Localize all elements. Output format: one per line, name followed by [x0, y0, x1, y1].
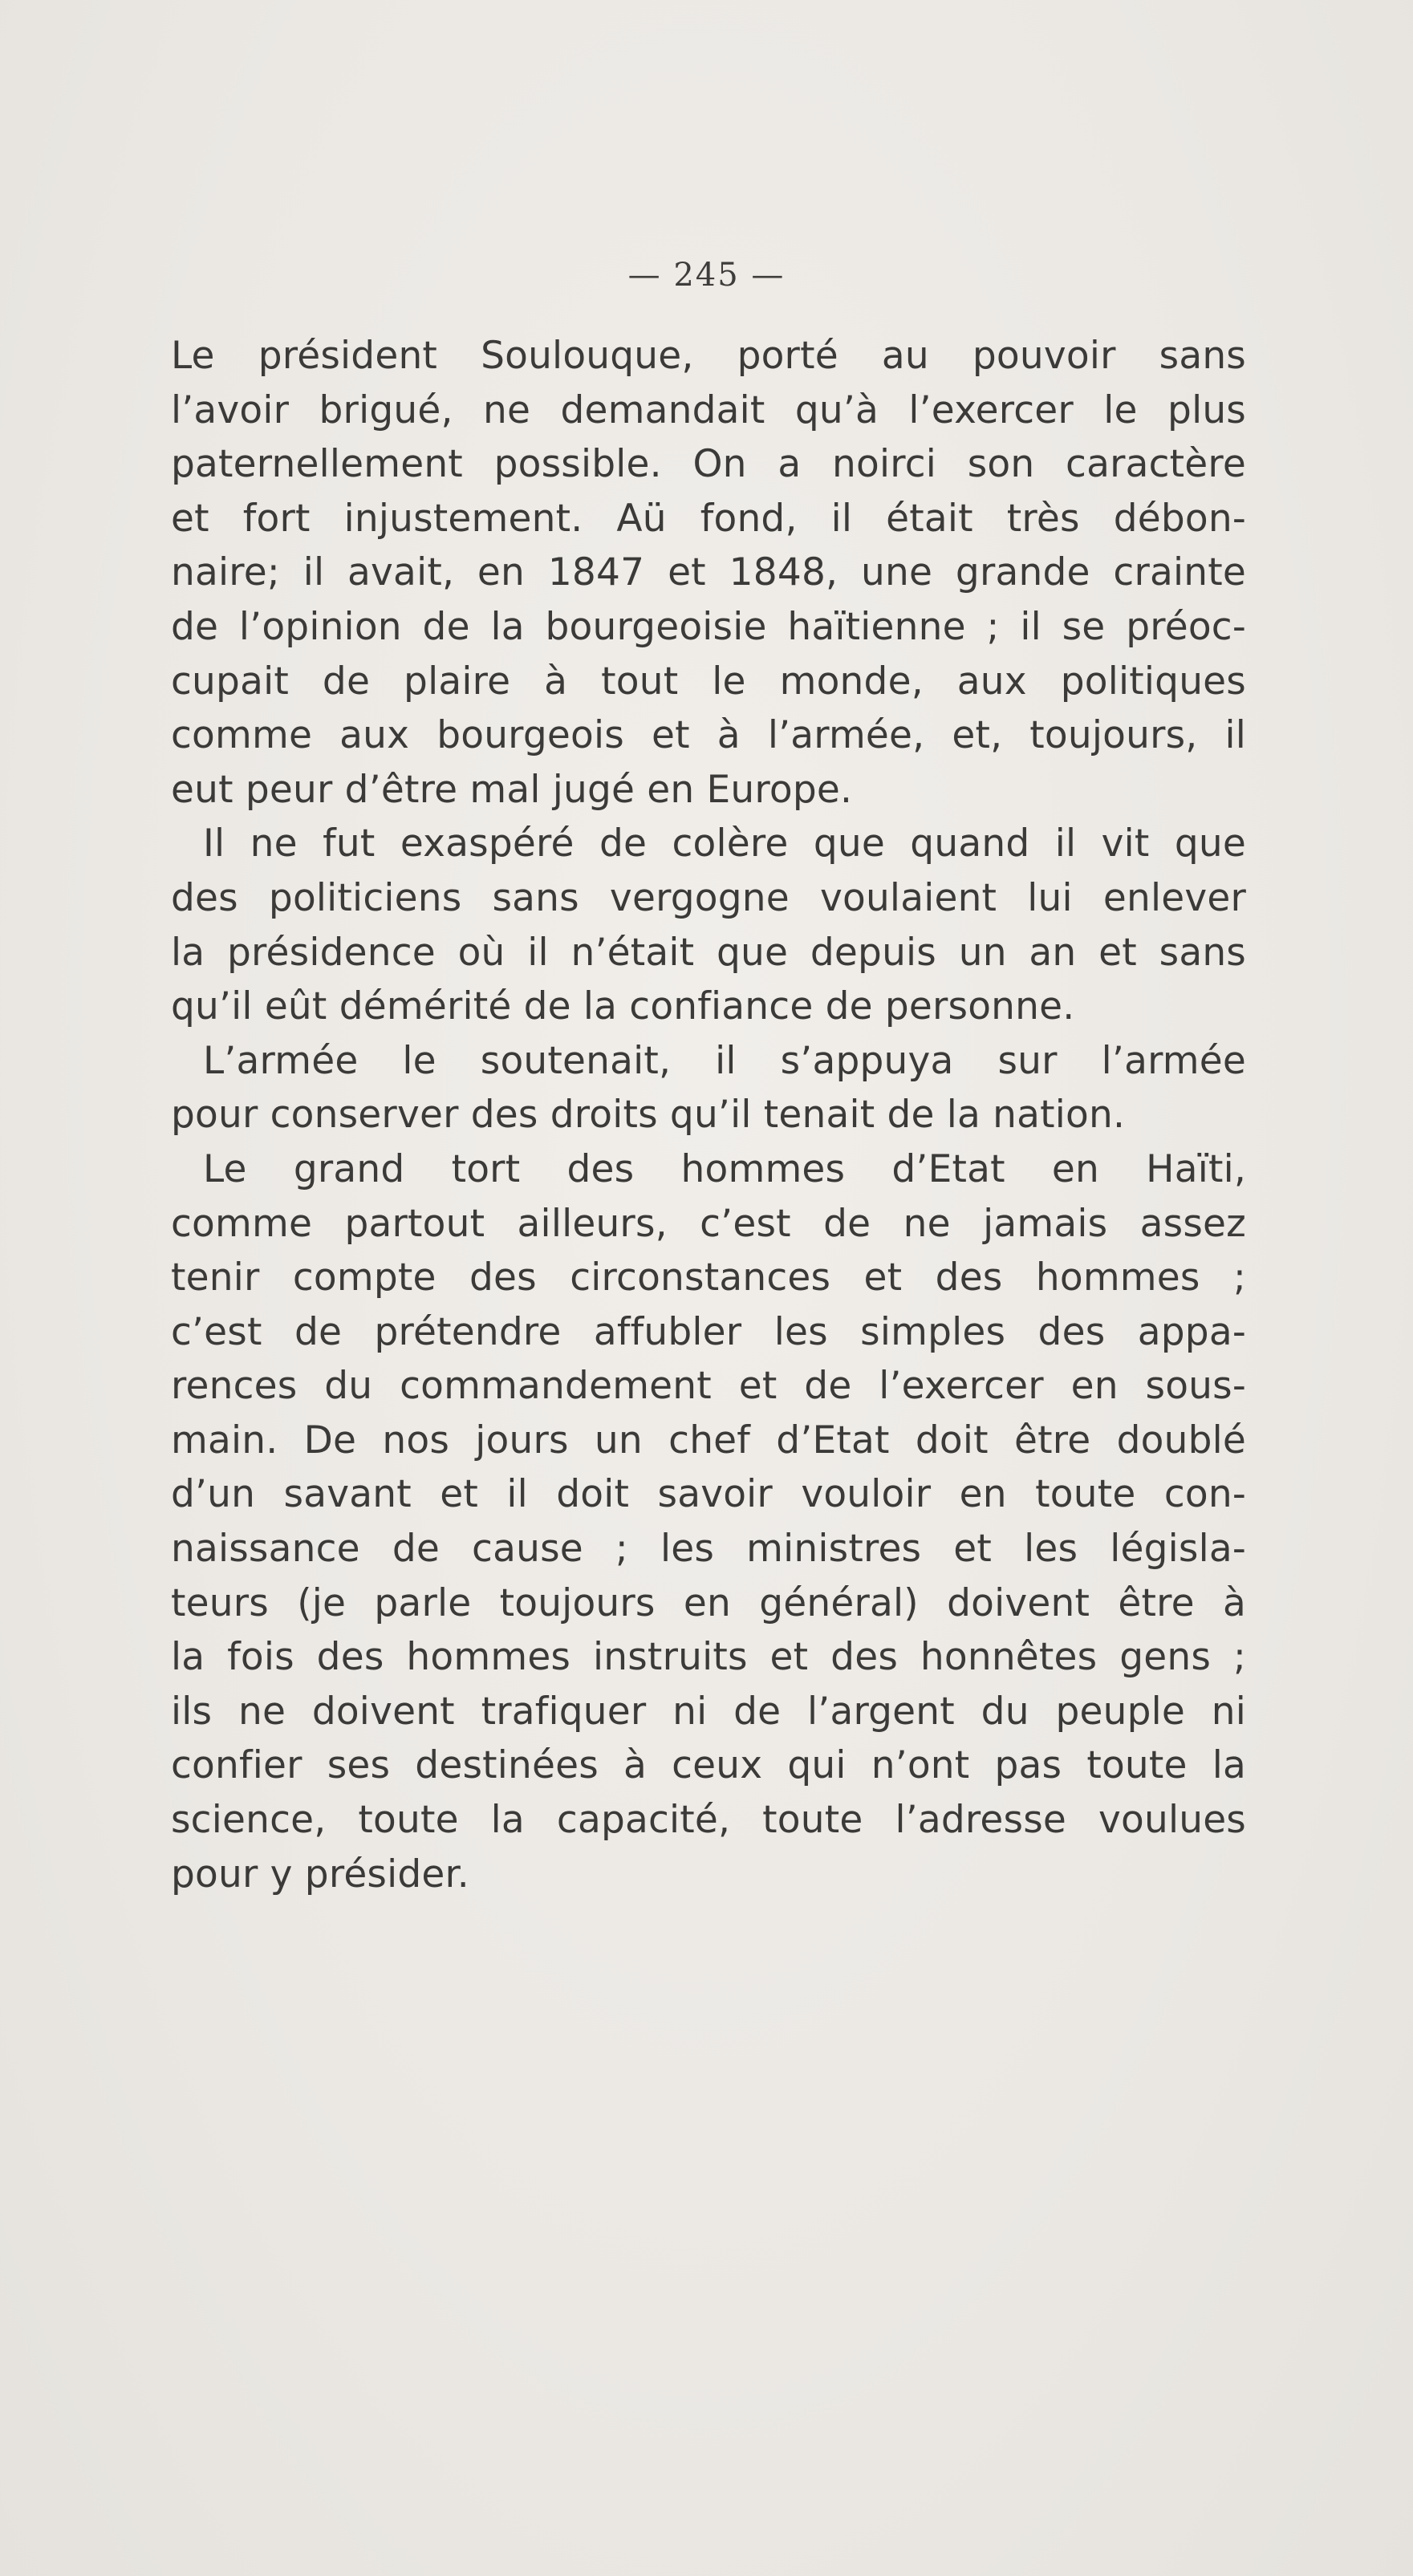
text-line: l’avoir brigué, ne demandait qu’à l’exercer le plus	[171, 387, 1246, 432]
text-line: ils ne doivent trafiquer ni de l’argent du peuple ni	[171, 1689, 1246, 1734]
text-line: naissance de cause ; les ministres et les législa-	[171, 1527, 1246, 1572]
paragraph	[171, 1142, 1246, 1901]
text-line: et fort injustement. Aü fond, il était très débon-	[171, 496, 1246, 541]
page-number: — 245 —	[627, 257, 786, 294]
text-line: qu’il eût démérité de la confiance de personne.	[171, 984, 1075, 1029]
text-line: d’un savant et il doit savoir vouloir en toute con-	[171, 1472, 1246, 1517]
text-line: main. De nos jours un chef d’Etat doit être doublé	[171, 1418, 1246, 1462]
text-line: de l’opinion de la bourgeoisie haïtienne ; il se préoc-	[171, 604, 1246, 649]
paragraph	[171, 1034, 1246, 1142]
text-line: pour conserver des droits qu’il tenait de la nation.	[171, 1093, 1126, 1138]
text-line: Il ne fut exaspéré de colère que quand il vit que	[203, 821, 1246, 866]
text-line: des politiciens sans vergogne voulaient lui enlever	[171, 875, 1246, 920]
text-line: eut peur d’être mal jugé en Europe.	[171, 767, 853, 812]
text-line: comme aux bourgeois et à l’armée, et, toujours, il	[171, 713, 1246, 758]
text-line: science, toute la capacité, toute l’adresse voulues	[171, 1798, 1246, 1843]
text-line: la fois des hommes instruits et des honnêtes gens ;	[171, 1635, 1246, 1680]
text-line: c’est de prétendre affubler les simples des appa-	[171, 1309, 1246, 1354]
body-text	[171, 329, 1246, 1901]
text-line: teurs (je parle toujours en général) doivent être à	[171, 1580, 1246, 1625]
text-line: naire; il avait, en 1847 et 1848, une grande crainte	[171, 550, 1246, 595]
paragraph	[171, 329, 1246, 817]
text-line: comme partout ailleurs, c’est de ne jamais assez	[171, 1201, 1246, 1246]
text-line: la présidence où il n’était que depuis un an et sans	[171, 930, 1246, 975]
paragraph	[171, 817, 1246, 1033]
text-line: tenir compte des circonstances et des hommes ;	[171, 1256, 1246, 1300]
text-line: pour y présider.	[171, 1852, 469, 1897]
text-line: cupait de plaire à tout le monde, aux politiques	[171, 659, 1246, 704]
text-line: paternellement possible. On a noirci son caractère	[171, 442, 1246, 487]
text-line: Le grand tort des hommes d’Etat en Haïti,	[203, 1146, 1246, 1191]
text-line: Le président Soulouque, porté au pouvoir sans	[171, 334, 1246, 378]
text-line: rences du commandement et de l’exercer en sous-	[171, 1364, 1246, 1409]
text-line: L’armée le soutenait, il s’appuya sur l’armée	[203, 1038, 1246, 1083]
text-line: confier ses destinées à ceux qui n’ont pas toute la	[171, 1743, 1246, 1788]
